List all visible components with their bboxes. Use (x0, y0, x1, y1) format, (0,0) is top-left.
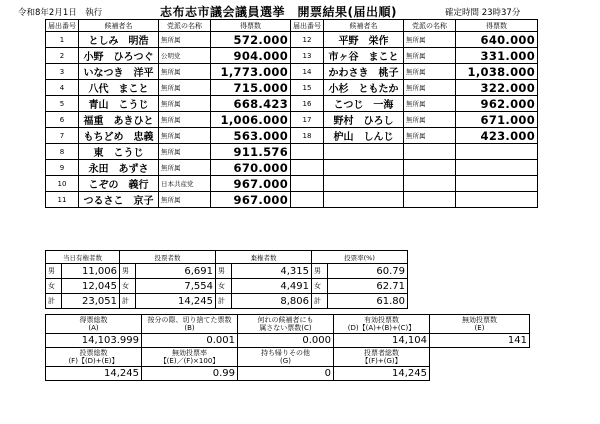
candidate-name: 野村 ひろし (324, 112, 404, 128)
tally-value: 141 (430, 334, 530, 348)
candidate-number: 3 (46, 64, 79, 80)
col-name-header: 候補者名 (324, 20, 404, 32)
candidate-votes (456, 176, 538, 192)
candidate-votes: 670.000 (211, 160, 291, 176)
candidate-name: 東 こうじ (79, 144, 159, 160)
candidates-header-row (46, 20, 538, 32)
candidate-name: いなつき 洋平 (79, 64, 159, 80)
candidate-number: 4 (46, 80, 79, 96)
candidate-name: 永田 あずさ (79, 160, 159, 176)
abstain-value: 8,806 (232, 294, 312, 309)
tally-label-row (46, 348, 530, 367)
candidate-votes: 671.000 (456, 112, 538, 128)
candidate-number (291, 192, 324, 208)
tally-value: 0.001 (142, 334, 238, 348)
candidate-votes: 1,006.000 (211, 112, 291, 128)
candidate-party: 無所属 (404, 32, 456, 48)
tally-label: 何れの候補者にも 属さない票数(C) (238, 315, 334, 334)
gender-label: 計 (120, 294, 136, 309)
candidate-name (324, 144, 404, 160)
candidate-party: 無所属 (404, 112, 456, 128)
candidate-number: 10 (46, 176, 79, 192)
candidate-votes: 423.000 (456, 128, 538, 144)
candidate-number: 14 (291, 64, 324, 80)
candidate-name: こつじ 一海 (324, 96, 404, 112)
candidate-number: 11 (46, 192, 79, 208)
candidate-votes (456, 144, 538, 160)
candidate-party: 無所属 (404, 64, 456, 80)
voters-value: 11,006 (62, 264, 120, 279)
gender-label: 男 (312, 264, 328, 279)
candidate-row (46, 80, 538, 96)
turnout-value: 61.80 (328, 294, 408, 309)
blank-cell (430, 348, 530, 367)
candidate-party (404, 176, 456, 192)
candidate-party: 無所属 (159, 64, 211, 80)
col-no-header: 届出番号 (46, 20, 79, 32)
gender-label: 男 (216, 264, 232, 279)
candidate-party: 公明党 (159, 48, 211, 64)
candidate-number: 2 (46, 48, 79, 64)
candidate-votes: 962.000 (456, 96, 538, 112)
candidate-name: としみ 明浩 (79, 32, 159, 48)
gender-label: 女 (46, 279, 62, 294)
candidate-name: 市ヶ谷 まこと (324, 48, 404, 64)
voter-summary-table (45, 250, 408, 309)
candidate-row (46, 96, 538, 112)
candidate-name: 小野 ひろつぐ (79, 48, 159, 64)
candidate-votes: 911.576 (211, 144, 291, 160)
candidate-name (324, 176, 404, 192)
candidate-party: 無所属 (404, 48, 456, 64)
candidate-row (46, 64, 538, 80)
candidate-votes: 967.000 (211, 192, 291, 208)
candidate-number: 15 (291, 80, 324, 96)
tally-value: 0 (238, 367, 334, 381)
candidate-party: 無所属 (404, 80, 456, 96)
tally-label: 無効投票率 【(E)／(F)×100】 (142, 348, 238, 367)
gender-label: 計 (312, 294, 328, 309)
tally-value: 14,104 (334, 334, 430, 348)
candidate-name: 青山 こうじ (79, 96, 159, 112)
candidate-row (46, 128, 538, 144)
candidate-party: 無所属 (404, 96, 456, 112)
candidate-name: 八代 まこと (79, 80, 159, 96)
gender-label: 男 (120, 264, 136, 279)
summary-row (46, 264, 408, 279)
voted-value: 7,554 (136, 279, 216, 294)
candidate-party: 無所属 (159, 192, 211, 208)
abstain-header: 棄権者数 (216, 251, 312, 264)
candidate-votes: 904.000 (211, 48, 291, 64)
candidate-row (46, 32, 538, 48)
candidate-votes: 572.000 (211, 32, 291, 48)
blank-cell (430, 367, 530, 381)
col-votes-header: 得票数 (456, 20, 538, 32)
candidate-party: 日本共産党 (159, 176, 211, 192)
voted-header: 投票者数 (120, 251, 216, 264)
candidate-number: 1 (46, 32, 79, 48)
tally-label-row (46, 315, 530, 334)
tally-label: 投票者総数 【(F)+(G)】 (334, 348, 430, 367)
tally-label: 得票総数 (A) (46, 315, 142, 334)
candidate-number: 5 (46, 96, 79, 112)
candidate-row (46, 176, 538, 192)
summary-row (46, 279, 408, 294)
candidate-name: もちどめ 忠義 (79, 128, 159, 144)
candidate-votes: 715.000 (211, 80, 291, 96)
candidate-row (46, 112, 538, 128)
candidate-name (324, 160, 404, 176)
page-title: 志布志市議会議員選挙 開票結果(届出順) (160, 5, 397, 19)
voters-value: 23,051 (62, 294, 120, 309)
candidate-votes: 563.000 (211, 128, 291, 144)
candidate-number: 6 (46, 112, 79, 128)
candidate-number: 7 (46, 128, 79, 144)
candidate-votes: 1,773.000 (211, 64, 291, 80)
candidate-party (404, 160, 456, 176)
tally-value: 0.99 (142, 367, 238, 381)
candidate-party: 無所属 (159, 160, 211, 176)
col-name-header: 候補者名 (79, 20, 159, 32)
summary-header-row (46, 251, 408, 264)
tally-label: 投票総数 (F)【(D)+(E)】 (46, 348, 142, 367)
candidate-name: つるさこ 京子 (79, 192, 159, 208)
gender-label: 女 (312, 279, 328, 294)
candidate-number (291, 176, 324, 192)
candidate-name: 小杉 ともたか (324, 80, 404, 96)
candidate-number (291, 160, 324, 176)
tally-value: 14,103.999 (46, 334, 142, 348)
tally-value: 0.000 (238, 334, 334, 348)
voted-value: 14,245 (136, 294, 216, 309)
candidate-name: かわさき 桃子 (324, 64, 404, 80)
gender-label: 計 (46, 294, 62, 309)
election-date: 令和8年2月1日 執行 (18, 8, 103, 18)
candidate-votes: 331.000 (456, 48, 538, 64)
candidate-row (46, 160, 538, 176)
tally-value: 14,245 (46, 367, 142, 381)
candidate-number: 17 (291, 112, 324, 128)
candidate-number: 12 (291, 32, 324, 48)
candidate-number: 16 (291, 96, 324, 112)
candidate-votes: 668.423 (211, 96, 291, 112)
vote-tally-table (45, 314, 530, 381)
tally-label: 無効投票数 (E) (430, 315, 530, 334)
candidate-votes (456, 160, 538, 176)
candidate-number: 8 (46, 144, 79, 160)
abstain-value: 4,315 (232, 264, 312, 279)
turnout-header: 投票率(%) (312, 251, 408, 264)
candidate-party: 無所属 (159, 80, 211, 96)
candidate-row (46, 192, 538, 208)
candidate-name: 福重 あきひと (79, 112, 159, 128)
summary-row (46, 294, 408, 309)
turnout-value: 62.71 (328, 279, 408, 294)
col-party-header: 党派の名称 (404, 20, 456, 32)
col-votes-header: 得票数 (211, 20, 291, 32)
candidate-name (324, 192, 404, 208)
tally-label: 持ち帰りその他 (G) (238, 348, 334, 367)
tally-value: 14,245 (334, 367, 430, 381)
tally-label: 有効投票数 (D)【(A)+(B)+(C)】 (334, 315, 430, 334)
candidate-votes: 322.000 (456, 80, 538, 96)
voters-value: 12,045 (62, 279, 120, 294)
voters-header: 当日有権者数 (46, 251, 120, 264)
gender-label: 男 (46, 264, 62, 279)
candidate-party: 無所属 (159, 32, 211, 48)
gender-label: 女 (216, 279, 232, 294)
confirm-time: 確定時間 23時37分 (445, 8, 521, 18)
candidate-name: こぞの 義行 (79, 176, 159, 192)
candidate-votes: 640.000 (456, 32, 538, 48)
candidate-number: 18 (291, 128, 324, 144)
candidate-party: 無所属 (404, 128, 456, 144)
gender-label: 女 (120, 279, 136, 294)
candidate-party: 無所属 (159, 96, 211, 112)
candidate-number: 9 (46, 160, 79, 176)
abstain-value: 4,491 (232, 279, 312, 294)
candidate-party: 無所属 (159, 144, 211, 160)
candidate-row (46, 144, 538, 160)
candidate-name: 平野 栄作 (324, 32, 404, 48)
candidate-name: 枦山 しんじ (324, 128, 404, 144)
turnout-value: 60.79 (328, 264, 408, 279)
tally-value-row (46, 367, 530, 381)
candidate-number: 13 (291, 48, 324, 64)
tally-label: 按分の際、切り捨てた票数 (B) (142, 315, 238, 334)
candidate-party: 無所属 (159, 128, 211, 144)
candidate-number (291, 144, 324, 160)
voted-value: 6,691 (136, 264, 216, 279)
candidate-votes (456, 192, 538, 208)
gender-label: 計 (216, 294, 232, 309)
candidate-votes: 1,038.000 (456, 64, 538, 80)
col-no-header: 届出番号 (291, 20, 324, 32)
col-party-header: 党派の名称 (159, 20, 211, 32)
candidate-party (404, 144, 456, 160)
candidate-party (404, 192, 456, 208)
candidate-votes: 967.000 (211, 176, 291, 192)
candidates-table (45, 19, 538, 208)
tally-value-row (46, 334, 530, 348)
candidate-party: 無所属 (159, 112, 211, 128)
candidate-row (46, 48, 538, 64)
